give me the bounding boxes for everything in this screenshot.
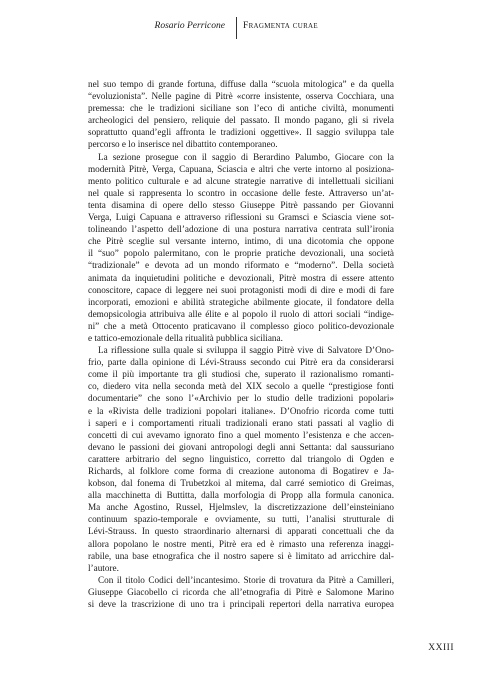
text-line: come il più importante tra gli studiosi che, superato il razionalismo romanti-: [88, 369, 394, 380]
running-head-journal-title: Fragmenta curae: [243, 21, 318, 31]
text-line: il “suo” popolo palermitano, con le proprie pratiche devozionali, una società: [88, 248, 394, 259]
text-line: “tradizionale” e devota ad un mondo riformato e “moderno”. Della società: [88, 260, 394, 271]
text-line: l’autore.: [88, 562, 119, 573]
text-line: modernità Pitrè, Verga, Capuana, Sciascia e altri che verte intorno al posiziona-: [88, 163, 394, 174]
text-line: si deve la trascrizione di uno tra i principali repertori della narrativa europea: [88, 599, 394, 610]
text-line: nel suo tempo di grande fortuna, diffuse dalla “scuola mitologica” e da quella: [88, 79, 394, 89]
page-number: XXIII: [428, 643, 454, 653]
text-line: i saperi e i comportamenti rituali tradizionali erano stati passati al vaglio di: [88, 417, 394, 428]
text-line: e tattico-emozionale della ritualità pubblica siciliana.: [88, 332, 283, 343]
text-line: allora popolano le nostre menti, Pitrè era ed è rimasto una referenza inaggi-: [88, 538, 394, 549]
text-line: incorporati, emozioni e abilità strategiche abilmente giocate, il fondatore della: [88, 296, 394, 307]
text-line: ni” che a metà Ottocento praticavano il complesso gioco politico-devozionale: [88, 320, 394, 331]
text-line: percorso e lo inserisce nel dibattito contemporaneo.: [88, 139, 278, 150]
text-line: devano le passioni dei giovani antropologi degli anni Settanta: dal saussuriano: [88, 441, 394, 452]
text-line: Verga, Luigi Capuana e attraverso riflessioni su Gramsci e Sciascia viene sot-: [88, 212, 394, 223]
text-line: che Pitrè sceglie sul versante interno, intimo, di una dicotomia che oppone: [88, 236, 394, 247]
text-line: Con il titolo Codici dell’incantesimo. Storie di trovatura da Pitrè a Camilleri,: [98, 574, 394, 585]
text-line: premessa: che le tradizioni siciliane son l’eco di antiche civiltà, monumenti: [88, 103, 394, 114]
text-line: rabile, una base etnografica che il nostro sapere si è limitato ad arricchire dal-: [88, 550, 394, 561]
text-line: tenta disamina di opere dello stesso Giuseppe Pitrè passando per Giovanni: [88, 199, 394, 210]
text-line: archeologici del pensiero, reliquie del passato. Il mondo pagano, gli si rivela: [88, 115, 394, 126]
text-line: carattere arbitrario del segno linguistico, corretto dal triangolo di Ogden e: [88, 453, 394, 464]
text-line: alla macchinetta di Buttitta, dalla morfologia di Propp alla formula canonica.: [88, 490, 394, 501]
text-line: demopsicologia attribuiva alle élite e al popolo il ruolo di attori sociali “indige-: [88, 308, 394, 319]
text-line: Ma anche Agostino, Russel, Hjelmslev, la discretizzazione dell’einsteiniano: [88, 502, 394, 513]
text-line: La sezione prosegue con il saggio di Berardino Palumbo, Giocare con la: [98, 151, 394, 162]
text-line: Lévi-Strauss. In questo straordinario alternarsi di apparati concettuali che da: [88, 526, 394, 537]
text-line: continuum spazio-temporale e ovviamente, su tutti, l’analisi strutturale di: [88, 514, 394, 525]
text-line: e la «Rivista delle tradizioni popolari italiane». D’Onofrio ricorda come tutti: [88, 405, 394, 416]
text-line: La riflessione sulla quale si sviluppa il saggio Pitrè vive di Salvatore D’Ono-: [98, 345, 394, 356]
text-line: frio, parte dalla opinione di Lévi-Strauss secondo cui Pitrè era da considerarsi: [88, 357, 394, 368]
text-line: nel quale si rappresenta lo scontro in occasione delle feste. Attraverso un’at-: [88, 187, 394, 198]
text-line: documentarie” che sono l’«Archivio per lo studio delle tradizioni popolari»: [88, 393, 394, 404]
body-text: [88, 78, 394, 610]
text-line: soprattutto quand’egli affronta le tradizioni oggettive». Il saggio sviluppa tale: [88, 127, 394, 138]
text-line: animata da inquietudini politiche e devozionali, Pitrè mostra di essere attento: [88, 272, 394, 283]
running-head-divider: [236, 17, 237, 39]
running-head-author: Rosario Perricone: [154, 21, 225, 31]
text-line: Giuseppe Giacobello ci ricorda che all’etnografia di Pitrè e Salomone Marino: [88, 586, 394, 597]
text-line: co, diedero vita nella seconda metà del XIX secolo a quelle “prestigiose fonti: [88, 381, 394, 392]
text-line: tolineando l’aspetto dell’adozione di una postura narrativa centrata sull’ironia: [88, 224, 394, 235]
text-line: mento politico culturale e ad alcune strategie narrative di intellettuali siciliani: [88, 175, 394, 186]
text-line: concetti di cui avevamo ignorato fino a quel momento l’esistenza e che accen-: [88, 429, 394, 440]
text-line: kobson, dal fonema di Trubetzkoi al mitema, dal carré semiotico di Greimas,: [88, 478, 394, 489]
running-head: [0, 21, 482, 35]
text-line: “evoluzionista”. Nelle pagine di Pitrè «corre insistente, osserva Cocchiara, una: [88, 91, 394, 102]
text-line: conoscitore, capace di leggere nei suoi protagonisti modi di dire e modi di fare: [88, 284, 394, 295]
text-line: Richards, al folklore come forma di creazione autonoma di Bogatirev e Ja-: [88, 466, 394, 476]
